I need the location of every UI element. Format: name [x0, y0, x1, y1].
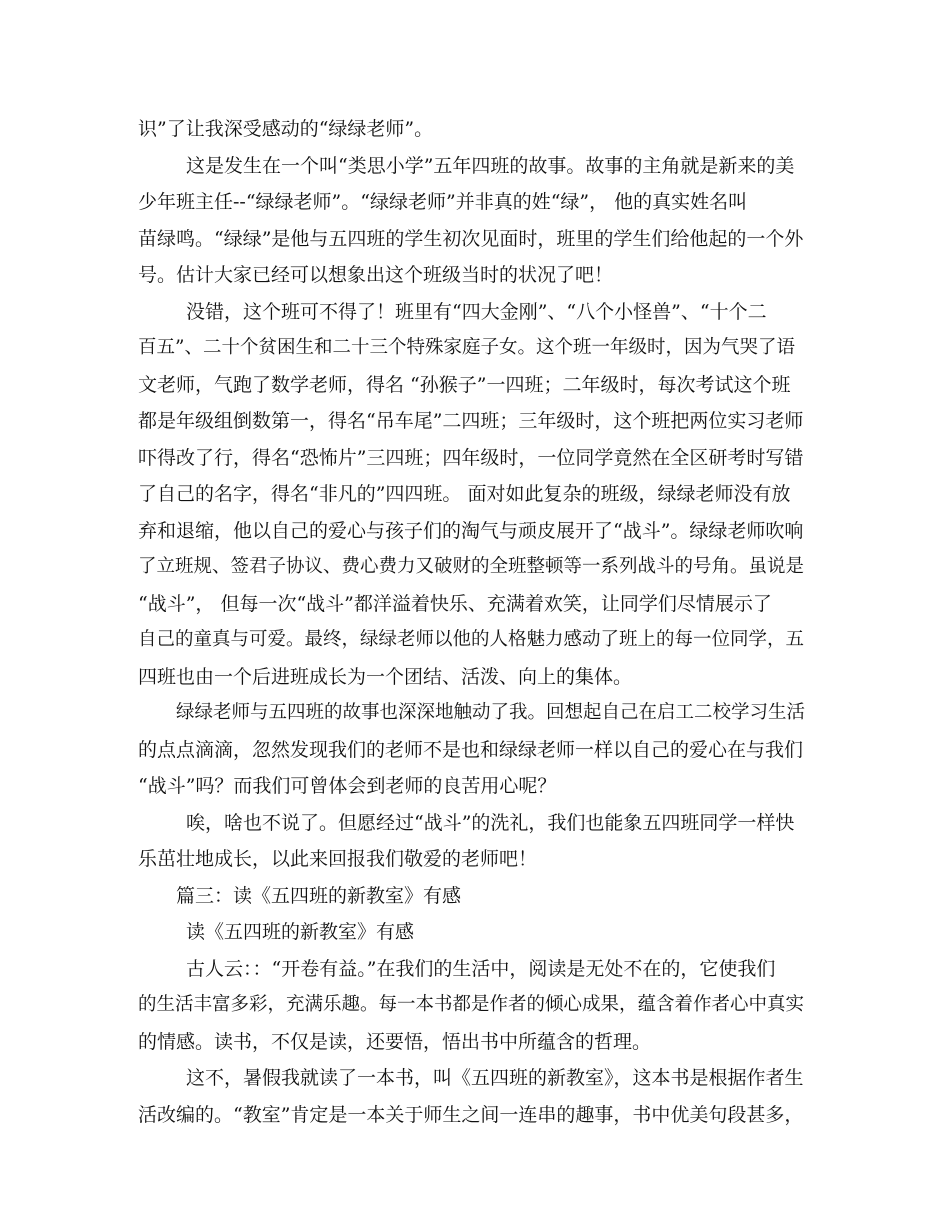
- paragraph-start-line: 这是发生在一个叫“类思小学”五年四班的故事。故事的主角就是新来的美: [186, 155, 795, 177]
- text-line: 了自己的名字，得名“非凡的”四四班。 面对如此复杂的班级，绿绿老师没有放: [138, 483, 791, 505]
- text-line: 活改编的。“教室”肯定是一本关于师生之间一连串的趣事，书中优美句段甚多，: [138, 1104, 804, 1126]
- text-line: 的点点滴滴，忽然发现我们的老师不是也和绿绿老师一样以自己的爱心在与我们: [138, 739, 804, 761]
- text-line: “战斗”， 但每一次“战斗”都洋溢着快乐、充满着欢笑，让同学们尽情展示了: [138, 593, 772, 615]
- text-line: 四班也由一个后进班成长为一个团结、活泼、向上的集体。: [138, 666, 633, 688]
- text-line: 的情感。读书，不仅是读，还要悟，悟出书中所蕴含的哲理。: [138, 1031, 652, 1053]
- paragraph-start-line: 古人云：：“开卷有益。”在我们的生活中，阅读是无处不在的，它使我们: [186, 958, 776, 980]
- text-line: 识”了让我深受感动的“绿绿老师”。: [138, 118, 434, 140]
- text-line: 弃和退缩，他以自己的爱心与孩子们的淘气与顽皮展开了“战斗”。绿绿老师吹响: [138, 520, 804, 542]
- text-line: 自己的童真与可爱。最终，绿绿老师以他的人格魅力感动了班上的每一位同学，五: [138, 629, 805, 650]
- text-line: 苗绿鸣。“绿绿”是他与五四班的学生初次见面时，班里的学生们给他起的一个外: [138, 228, 804, 250]
- text-line: 吓得改了行，得名“恐怖片”三四班；四年级时，一位同学竟然在全区研考时写错: [138, 447, 804, 469]
- text-line: “战斗”吗？而我们可曾体会到老师的良苦用心呢？: [138, 775, 557, 797]
- text-line: 号。估计大家已经可以想象出这个班级当时的状况了吧！: [138, 264, 614, 286]
- text-line: 文老师，气跑了数学老师，得名 “孙猴子”一四班；二年级时，每次考试这个班: [138, 374, 791, 396]
- paragraph-start-line: 唉，啥也不说了。但愿经过“战斗”的洗礼，我们也能象五四班同学一样快: [186, 812, 795, 834]
- text-line: 的生活丰富多彩，充满乐趣。每一本书都是作者的倾心成果，蕴含着作者心中真实: [138, 994, 805, 1015]
- section-heading: 篇三：读《五四班的新教室》有感: [176, 885, 462, 907]
- paragraph-start-line: 绿绿老师与五四班的故事也深深地触动了我。回想起自己在启工二校学习生活: [176, 702, 806, 723]
- text-line: 乐茁壮地成长，以此来回报我们敬爱的老师吧！: [138, 848, 538, 870]
- paragraph-start-line: 没错，这个班可不得了！班里有“四大金刚”、“八个小怪兽”、“十个二: [186, 301, 767, 323]
- text-line: 了立班规、签君子协议、费心费力又破财的全班整顿等一系列战斗的号角。虽说是: [138, 556, 805, 577]
- paragraph-start-line: 这不，暑假我就读了一本书，叫《五四班的新教室》，这本书是根据作者生: [186, 1067, 804, 1089]
- text-line: 少年班主任--“绿绿老师”。“绿绿老师”并非真的姓“绿”， 他的真实姓名叫: [138, 191, 748, 213]
- text-line: 都是年级组倒数第一，得名“吊车尾”二四班；三年级时，这个班把两位实习老师: [138, 410, 804, 432]
- article-title: 读《五四班的新教室》有感: [186, 921, 415, 943]
- text-line: 百五”、二十个贫困生和二十三个特殊家庭子女。这个班一年级时，因为气哭了语: [138, 337, 795, 358]
